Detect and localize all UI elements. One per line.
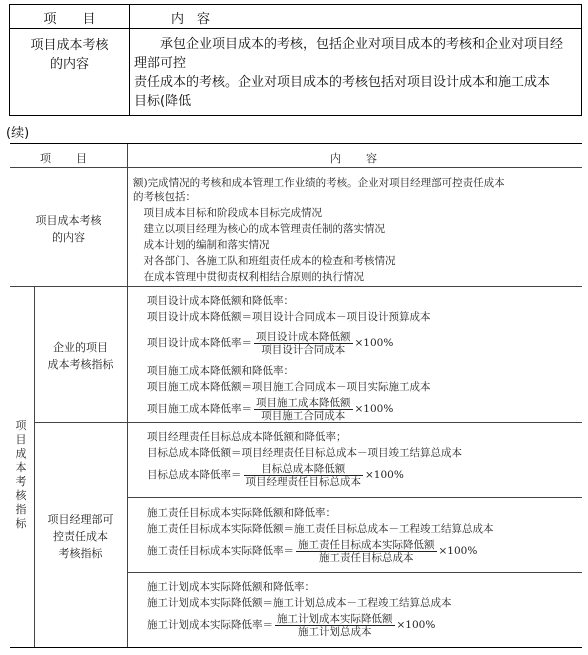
row-label: 项目成本考核 的内容 bbox=[35, 214, 102, 244]
row-content: 承包企业项目成本的考核，包括企业对项目成本的考核和企业对项目经 理部可控 责任成本的考核。企业对项目成本的考核包括对项目设计成本和施工成本 目标(降低 bbox=[134, 37, 564, 109]
row-divider bbox=[127, 497, 582, 498]
header-item: 项 目 bbox=[40, 152, 88, 165]
vertical-label: 项 目 成 本 考 核 指 标 bbox=[15, 419, 27, 530]
row-label: 企业的项目 成本考核指标 bbox=[47, 341, 114, 371]
scanned-table: 项 目 内 容 项目成本考核 的内容 额)完成情况的考核和成本管理工作业绩的考核。企业对项目经理部可控责任成本 的考核包括： 项目成本目标和阶段成本目标完成情况 建立以项目经理为核心的成本管理责任制的落实情况 成本计划的编制和落实情况 对各部门、各施工队和班组责任成本的检查和考核情况 在成本管理中贯彻责权利相结合原则的执行情况 项 目 成 本 考 核 指 标 企业的项目 成本考核指标 项目设计成本降低额和降低率： 项目设计成本降低额＝项目设计合同成本－项目设计预算成本 项目设计成本降低率＝ $\frac{\text{项目设计成本降低额}}{\text{项目设计合同成本}}$ ×100% 项目施工成本降低额和降低率： 项目施工成本降低额＝项目施工合同成本－项目实际施工成本 项目施工成本降低率＝ $\frac{\text{项目施工成本降低额}}{\text{项目施工合同成本}}$ ×100% 项目经理部可 控责任成本 考核指标 项目经理责任目标总成本降低额和降低率； 目标总成本降低额＝项目经理责任目标总成本－项目竣工结算总成本 目标总成本降低率＝ $\frac{\text{目标总成本降低额}}{\text{项目经理责任目标总成本}}$ ×100% 施工责任目标成本实际降低额和降低率： 施工责任目标成本实际降低额＝施工责任目标总成本－工程竣工结算总成本 施工责任目标成本实际降低率＝ $\frac{\text{施工责任目标成本实际降低额}}{\text{施工责任目标总成本}}$ ×100% 施工计划成本实际降低额和降低率： 施工计划成本实际降低额＝施工计划总成本－工程竣工结算总成本 施工计划成本实际降低率＝ $\frac{\text{施工计划成本实际降低额}}{\text{施工计划总成本}}$ ×100% bbox=[10, 143, 582, 648]
header-item: 项 目 bbox=[43, 12, 96, 27]
continued-label: (续) bbox=[6, 126, 30, 141]
row-divider bbox=[34, 422, 582, 423]
header-content: 内 容 bbox=[170, 12, 210, 27]
header-divider bbox=[10, 167, 582, 168]
row-label: 项目成本考核 的内容 bbox=[30, 38, 109, 72]
column-divider bbox=[127, 144, 128, 647]
header-content: 内 容 bbox=[330, 152, 378, 165]
formula: 目标总成本降低率＝ $\frac{\text{目标总成本降低额}}{\text{项目经理责任目标总成本}}$ ×100% bbox=[147, 462, 404, 488]
formula: 施工责任目标成本实际降低率＝ $\frac{\text{施工责任目标成本实际降低额}}{\text{施工责任目标总成本}}$ ×100% bbox=[147, 538, 478, 564]
formula: 施工计划成本实际降低率＝ $\frac{\text{施工计划成本实际降低额}}{\text{施工计划总成本}}$ ×100% bbox=[147, 612, 436, 638]
row-divider bbox=[10, 286, 582, 287]
formula: 项目设计成本降低率＝ $\frac{\text{项目设计成本降低额}}{\text{项目设计合同成本}}$ ×100% bbox=[147, 330, 394, 356]
content-table bbox=[9, 4, 582, 116]
row-label: 项目经理部可 控责任成本 考核指标 bbox=[47, 513, 114, 560]
formula: 项目施工成本降低率＝ $\frac{\text{项目施工成本降低额}}{\text{项目施工合同成本}}$ ×100% bbox=[147, 396, 394, 422]
row-divider bbox=[127, 572, 582, 573]
